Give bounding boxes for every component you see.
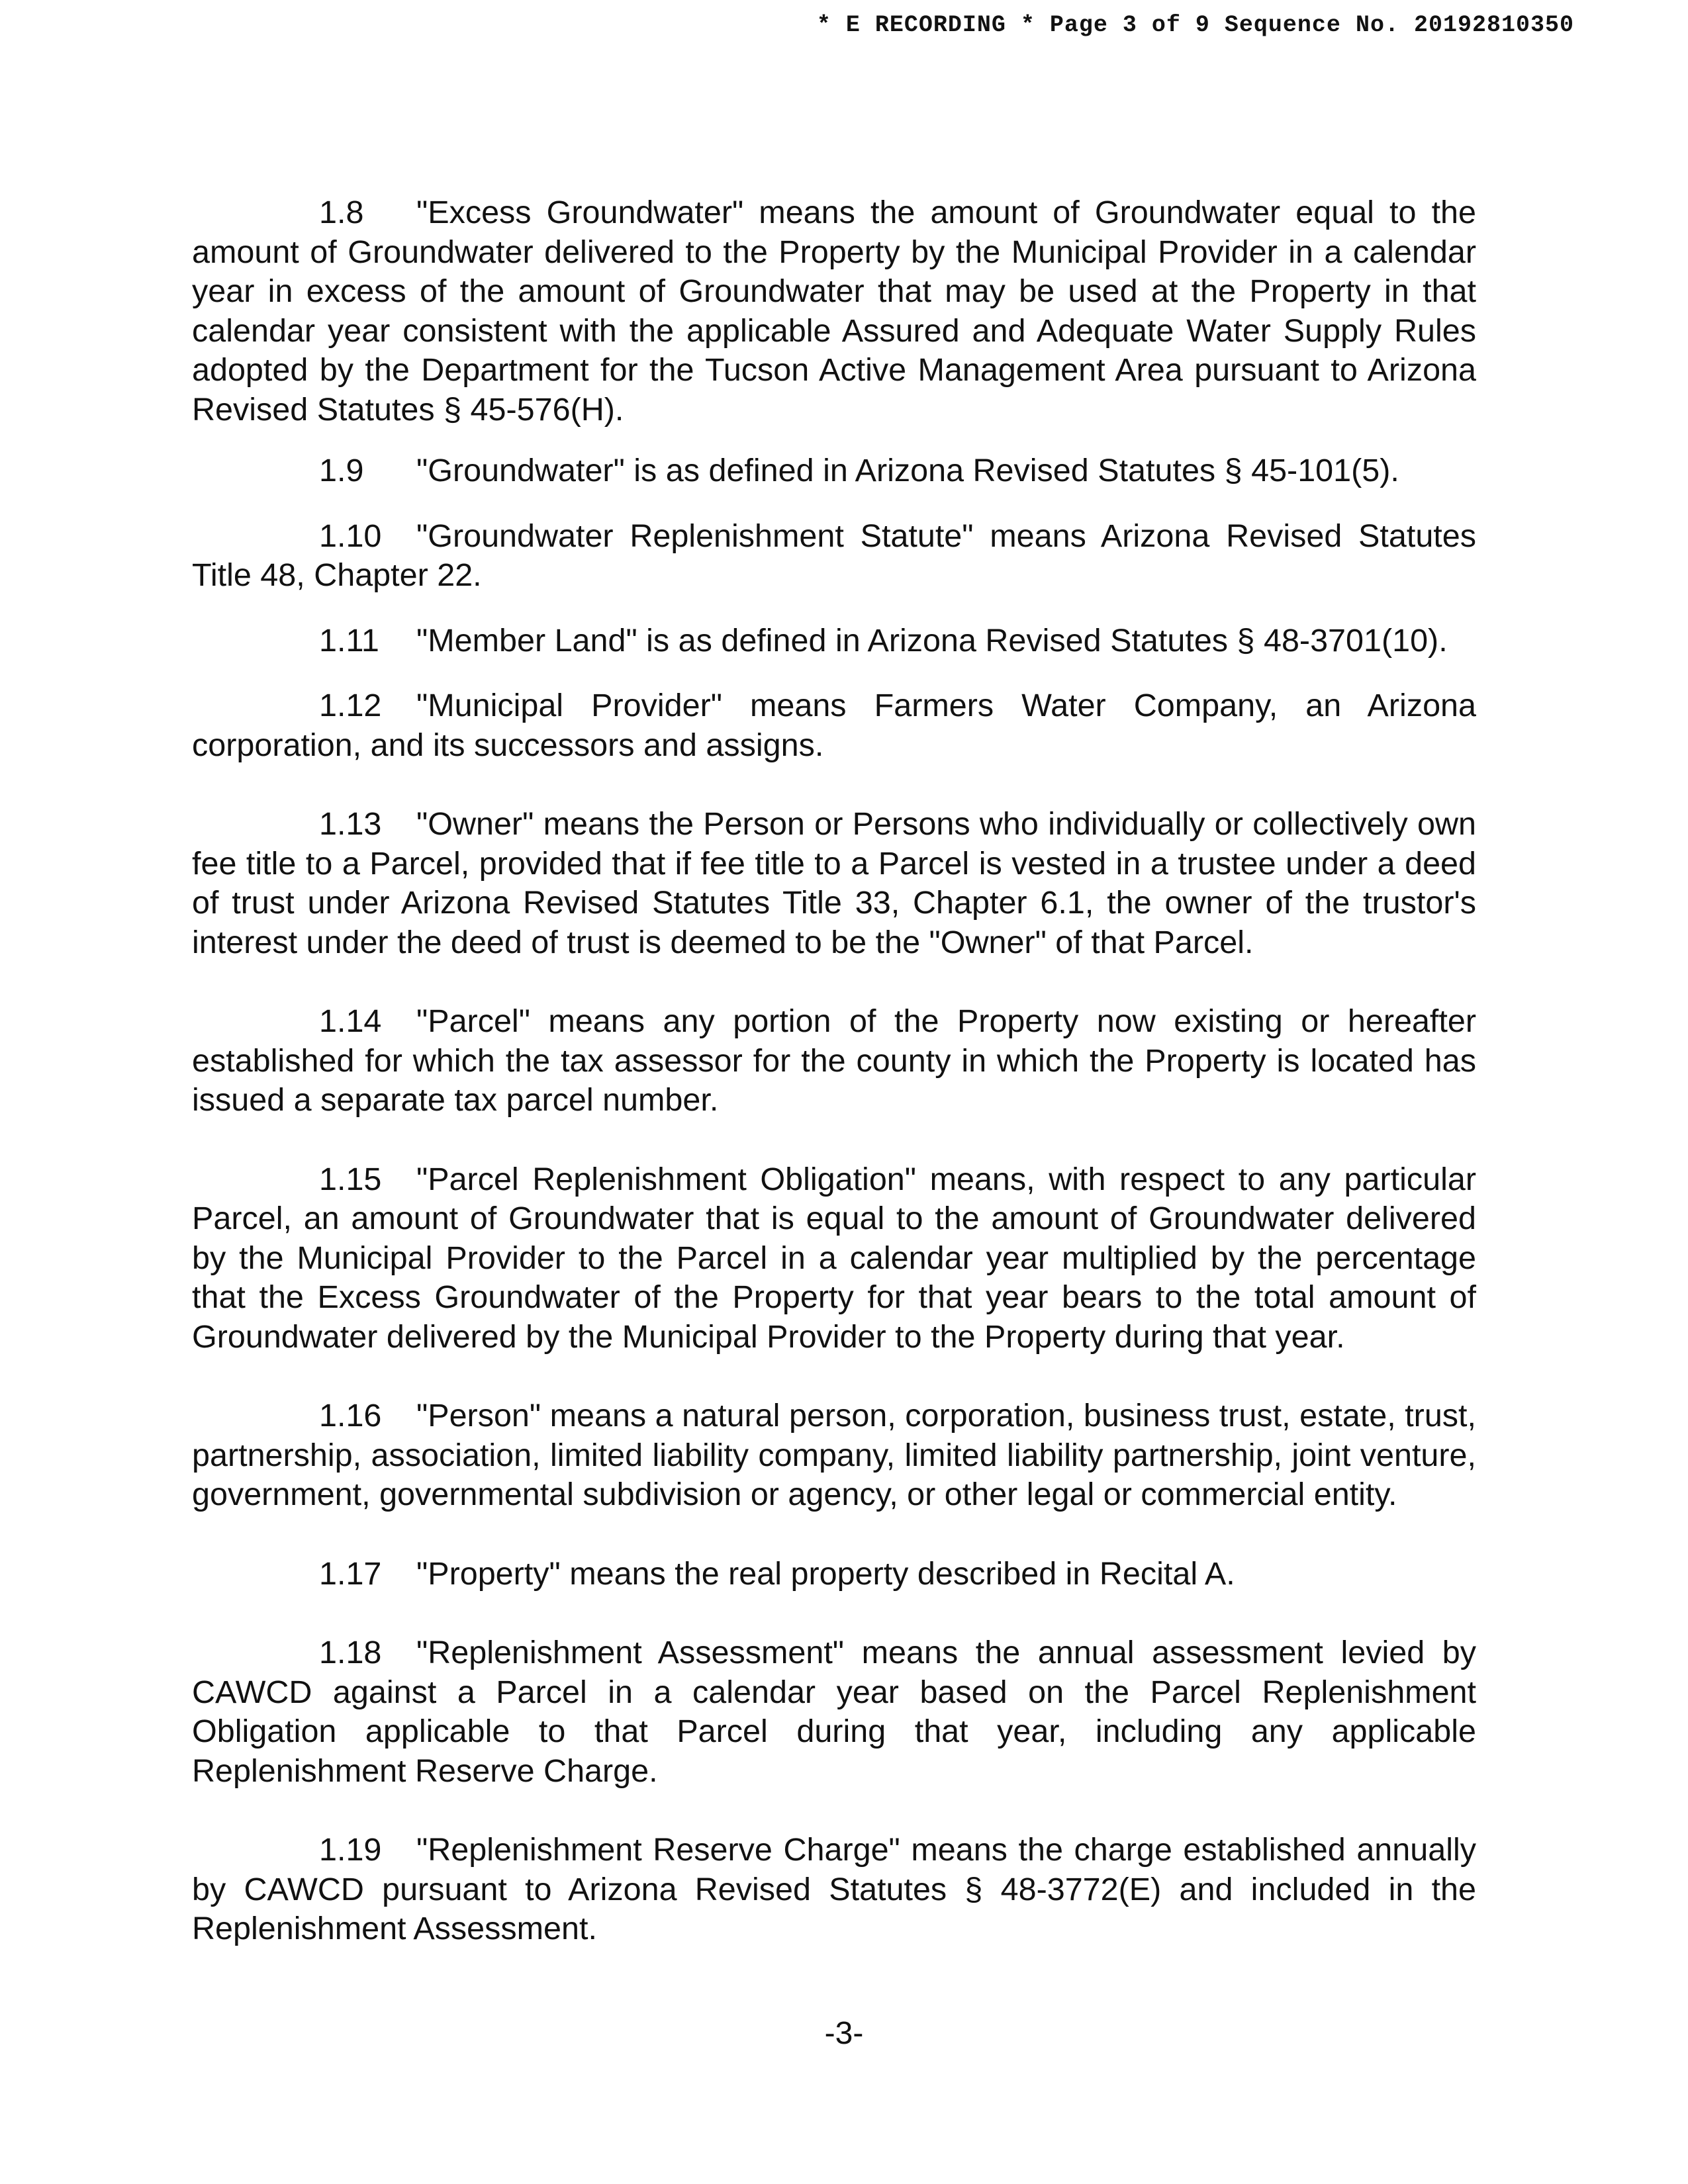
definition-number: 1.13 bbox=[319, 806, 382, 842]
definition-1-12 bbox=[192, 686, 1476, 765]
definition-1-10 bbox=[192, 517, 1476, 596]
definition-number: 1.14 bbox=[319, 1003, 382, 1039]
definition-number: 1.18 bbox=[319, 1635, 382, 1670]
definition-number: 1.11 bbox=[319, 622, 379, 659]
definition-1-18 bbox=[192, 1633, 1476, 1791]
definition-number: 1.16 bbox=[319, 1398, 382, 1433]
definition-number: 1.15 bbox=[319, 1161, 382, 1197]
definition-text: "Person" means a natural person, corporation, business trust, estate, trust, partnership, association, limited liability company, limited liability partnership, joint venture, government, governmental subdivision or agency, or other legal or commercial entity. bbox=[192, 1398, 1476, 1512]
definition-number: 1.17 bbox=[319, 1555, 382, 1592]
definition-text: "Replenishment Reserve Charge" means the charge established annually by CAWCD pursuant to Arizona Revised Statutes § 48-3772(E) and included in the Replenishment Assessment. bbox=[192, 1832, 1476, 1946]
definition-1-13 bbox=[192, 805, 1476, 962]
recording-header: * E RECORDING * Page 3 of 9 Sequence No. 20192810350 bbox=[816, 12, 1574, 38]
definition-1-19 bbox=[192, 1831, 1476, 1949]
definition-number: 1.12 bbox=[319, 688, 382, 723]
definition-number: 1.19 bbox=[319, 1832, 382, 1868]
definition-1-14 bbox=[192, 1002, 1476, 1120]
definition-number: 1.9 bbox=[319, 453, 364, 488]
definition-text: "Excess Groundwater" means the amount of Groundwater equal to the amount of Groundwater delivered to the Property by the Municipal Provider in a calendar year in excess of the amount of Groundwater that may be used at the Property in that calendar year consistent with the applicable Assured and Adequate Water Supply Rules adopted by the Department for the Tucson Active Management Area pursuant to Arizona Revised Statutes § 45-576(H). bbox=[192, 195, 1476, 428]
definition-text: "Groundwater Replenishment Statute" means Arizona Revised Statutes Title 48, Chapter 22. bbox=[192, 518, 1476, 593]
definition-text: "Groundwater" is as defined in Arizona Revised Statutes § 45-101(5). bbox=[416, 453, 1399, 488]
definition-1-8 bbox=[192, 193, 1476, 430]
definition-text: "Parcel" means any portion of the Property now existing or hereafter established for which the tax assessor for the county in which the Property is located has issued a separate tax parcel number. bbox=[192, 1003, 1476, 1118]
definition-number: 1.10 bbox=[319, 518, 382, 554]
definition-text: "Member Land" is as defined in Arizona Revised Statutes § 48-3701(10). bbox=[416, 622, 1448, 659]
definition-text: "Owner" means the Person or Persons who individually or collectively own fee title to a Parcel, provided that if fee title to a Parcel is vested in a trustee under a deed of trust under Arizona Revised Statutes Title 33, Chapter 6.1, the owner of the trustor's interest under the deed of trust is deemed to be the "Owner" of that Parcel. bbox=[192, 806, 1476, 960]
definition-1-16 bbox=[192, 1396, 1476, 1515]
definition-number: 1.8 bbox=[319, 195, 364, 230]
definition-text: "Municipal Provider" means Farmers Water Company, an Arizona corporation, and its successors and assigns. bbox=[192, 688, 1476, 763]
definition-1-9 bbox=[192, 451, 1476, 491]
page-number: -3- bbox=[824, 2016, 864, 2051]
definition-text: "Parcel Replenishment Obligation" means, with respect to any particular Parcel, an amount of Groundwater that is equal to the amount of Groundwater delivered by the Municipal Provider to the Parcel in a calendar year multiplied by the percentage that the Excess Groundwater of the Property for that year bears to the total amount of Groundwater delivered by the Municipal Provider to the Property during that year. bbox=[192, 1161, 1476, 1355]
definition-1-11 bbox=[192, 621, 1476, 661]
document-body bbox=[192, 193, 1476, 1971]
definition-1-15 bbox=[192, 1160, 1476, 1357]
definition-1-17 bbox=[192, 1555, 1476, 1594]
definition-text: "Property" means the real property described in Recital A. bbox=[416, 1555, 1235, 1592]
definition-text: "Replenishment Assessment" means the annual assessment levied by CAWCD against a Parcel in a calendar year based on the Parcel Replenishment Obligation applicable to that Parcel during that year, including any applicable Replenishment Reserve Charge. bbox=[192, 1635, 1476, 1789]
